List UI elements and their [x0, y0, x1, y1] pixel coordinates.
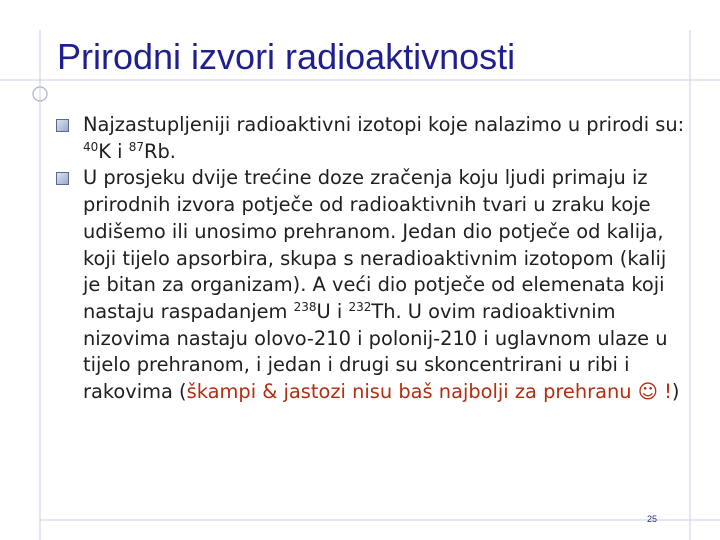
highlighted-remark: škampi & jastozi nisu baš najbolji za prehranu ☺ ! [186, 380, 672, 404]
bullet-text: Rb. [144, 139, 176, 163]
mass-number: 87 [128, 139, 144, 154]
bullet-item-isotopes [56, 112, 688, 165]
bullet-text: K i [98, 139, 129, 163]
slide-title: Prirodni izvori radioaktivnosti [57, 36, 516, 77]
bullet-square-icon [56, 119, 69, 132]
bullet-text: Th. U ovim radioaktivnim nizovima nastaju olovo-210 i polonij-210 i uglavnom ulaze u tijelo prehranom, i jedan i drugi su skoncentrirani u ribi i rakovima ( [83, 299, 668, 404]
bullet-text: ) [671, 380, 680, 404]
bullet-text: Najzastupljeniji radioaktivni izotopi koje nalazimo u prirodi su: [83, 113, 685, 136]
mass-number: 232 [348, 299, 372, 314]
page-number: 25 [647, 514, 658, 524]
slide-body [56, 112, 688, 406]
bullet-text: U prosjeku dvije trećine doze zračenja koju ljudi primaju iz prirodnih izvora potječe od radioaktivnih tvari u zraku koje udišemo ili unosimo prehranom. Jedan dio potječe od kalija, koji tijelo apsorbira, skupa s neradioaktivnim izotopom (kalij je bitan za organizam). A veći dio potječe od elemenata koji nastaju raspadanjem [83, 166, 667, 323]
bullet-text: U i [316, 299, 349, 323]
mass-number: 238 [293, 299, 317, 314]
bullet-item-dose [56, 165, 688, 405]
bullet-square-icon [56, 172, 69, 185]
mass-number: 40 [83, 139, 99, 154]
